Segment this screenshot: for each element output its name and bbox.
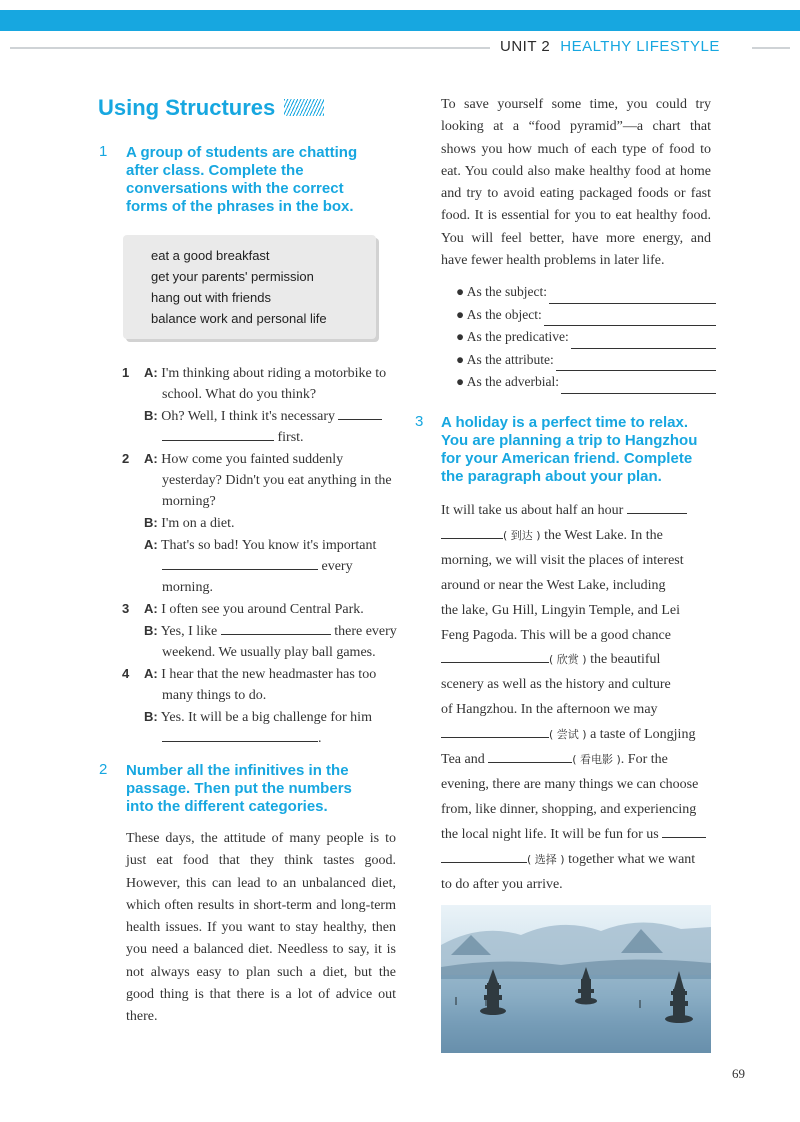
dialog-3-line (122, 620, 397, 642)
answer-blank[interactable] (549, 289, 716, 304)
instruction-line: passage. Then put the numbers (126, 780, 352, 797)
hangzhou-paragraph (441, 499, 713, 898)
answer-blank[interactable] (441, 724, 549, 738)
dialog-4-line (122, 685, 397, 706)
dialog-text: yesterday? Didn't you eat anything in the (162, 473, 392, 488)
speaker-label: A: (144, 365, 158, 380)
category-label: ● As the attribute: (456, 351, 554, 367)
para-text: of Hangzhou. In the afternoon we may (441, 702, 658, 718)
instruction-line: the paragraph about your plan. (441, 468, 662, 485)
dialog-1-line (122, 427, 397, 448)
dialog-number: 4 (122, 666, 130, 681)
para-text: Tea and (441, 752, 485, 768)
dialog-number: 3 (122, 601, 130, 616)
dialog-2-line (122, 577, 397, 598)
speaker-label: B: (144, 408, 158, 423)
para-text: around or near the West Lake, including (441, 577, 666, 593)
answer-blank[interactable] (441, 649, 549, 663)
chinese-hint: ( 欣赏 ) (549, 653, 587, 667)
para-text: the local night life. It will be fun for us (441, 826, 659, 842)
category-row (456, 326, 716, 349)
answer-blank[interactable] (544, 311, 716, 326)
dialog-text: Yes, I like (160, 624, 218, 639)
answer-blank[interactable] (441, 849, 527, 863)
para-line (441, 648, 713, 673)
title-hatch-decoration (284, 99, 324, 116)
answer-blank[interactable] (488, 749, 572, 763)
dialog-4-line (122, 728, 397, 749)
category-row (456, 371, 716, 394)
exercise-2-number: 2 (99, 761, 108, 778)
dialog-text: there every (334, 624, 397, 639)
instruction-line: A group of students are chatting (126, 144, 358, 161)
para-text: evening, there are many things we can choose (441, 776, 699, 792)
dialog-text: Yes. It will be a big challenge for him (160, 710, 372, 725)
speaker-label: A: (144, 537, 158, 552)
para-line (441, 499, 713, 524)
para-text: from, like dinner, shopping, and experiencing (441, 801, 697, 817)
dialog-1-line (122, 405, 397, 427)
category-label: ● As the adverbial: (456, 374, 560, 389)
dialog-1-line (122, 362, 397, 384)
instruction-line: into the different categories. (126, 798, 328, 815)
para-text: a taste of Longjing (590, 727, 696, 743)
para-line (441, 823, 713, 848)
dialog-text: . (318, 731, 322, 746)
para-text: It will take us about half an hour (441, 503, 624, 518)
unit-topic: HEALTHY LIFESTYLE (560, 38, 720, 55)
chinese-hint: ( 到达 ) (503, 528, 541, 542)
passage-paragraph-2: To save yourself some time, you could try looking at a “food pyramid”—a chart that shows you how much of each type of food to eat. You could also make healthy food at home and try to avoid eating packaged foods or fast food. It is essential for you to eat healthy food. You will feel better, have more energy, and have fewer health problems in later life. (441, 97, 711, 269)
dialog-3-line (122, 598, 397, 620)
exercise-1-number: 1 (99, 143, 108, 160)
dialog-text: first. (277, 430, 304, 445)
instruction-line: Number all the infinitives in the (126, 762, 349, 779)
para-line (441, 848, 713, 873)
instruction-line: after class. Complete the (126, 162, 304, 179)
answer-blank[interactable] (338, 406, 382, 420)
chinese-hint: ( 尝试 ) (549, 728, 587, 742)
section-title: Using Structures (98, 95, 276, 120)
instruction-line: for your American friend. Complete (441, 450, 693, 467)
phrase-item: eat a good breakfast (151, 248, 270, 263)
para-text: to do after you arrive. (441, 876, 563, 892)
dialog-text: every (321, 559, 353, 574)
answer-blank[interactable] (571, 334, 716, 349)
speaker-label: B: (144, 709, 158, 724)
dialog-text: I often see you around Central Park. (161, 602, 364, 617)
phrase-item: get your parents' permission (151, 269, 314, 284)
passage-paragraph-1: These days, the attitude of many people is to just eat food that they think tastes good. However, this can lead to an unbalanced diet, which often results in short-term and long-term health issues. If you want to stay healthy, then you need a balanced diet. Needless to say, it is not always easy to plan such a diet, but the good thing is that there is a lot of advice out there. (126, 831, 396, 1025)
answer-blank[interactable] (441, 525, 503, 539)
unit-label: UNIT 2 (500, 38, 551, 55)
para-text: scenery as well as the history and culture (441, 677, 671, 693)
header-rule-right (752, 47, 790, 49)
answer-blank[interactable] (627, 500, 687, 514)
phrase-item: balance work and personal life (151, 311, 327, 326)
category-row (456, 304, 716, 327)
dialog-2-line (122, 491, 397, 512)
para-line (441, 524, 713, 549)
para-text: the beautiful (590, 652, 661, 668)
dialog-text: morning. (162, 580, 213, 595)
para-text: the lake, Gu Hill, Lingyin Temple, and Lei (441, 602, 681, 618)
dialog-number: 1 (122, 365, 130, 380)
category-label: ● As the subject: (456, 284, 548, 299)
dialog-1-line (122, 384, 397, 405)
para-text: together what we want (568, 851, 696, 867)
para-text: Feng Pagoda. This will be a good chance (441, 627, 671, 643)
page-number: 69 (732, 1066, 745, 1081)
speaker-label: A: (144, 666, 158, 681)
west-lake-photo (441, 905, 711, 1053)
dialog-text: That's so bad! You know it's important (160, 538, 377, 553)
header-rule-left (10, 47, 490, 49)
dialog-text: How come you fainted suddenly (161, 452, 344, 467)
para-text: morning, we will visit the places of interest (441, 552, 684, 568)
top-color-bar (0, 10, 800, 31)
answer-blank[interactable] (162, 556, 318, 570)
answer-blank[interactable] (556, 356, 716, 371)
phrase-item: hang out with friends (151, 290, 271, 305)
dialog-text: Oh? Well, I think it's necessary (161, 409, 335, 424)
instruction-line: You are planning a trip to Hangzhou (441, 432, 698, 449)
category-row (456, 281, 716, 304)
chinese-hint: ( 选择 ) (527, 852, 565, 866)
answer-blank[interactable] (561, 379, 716, 394)
conversations (122, 362, 397, 749)
dialog-text: school. What do you think? (162, 387, 317, 402)
speaker-label: A: (144, 601, 158, 616)
west-lake-illustration (441, 905, 711, 1053)
phrase-box (123, 235, 376, 339)
chinese-hint: ( 看电影 ) (572, 753, 621, 767)
dialog-text: many things to do. (162, 688, 267, 703)
exercise-1-instruction (126, 144, 357, 216)
category-label: ● As the object: (456, 306, 542, 322)
answer-blank[interactable] (162, 728, 318, 742)
para-line (441, 748, 713, 773)
dialog-text: I hear that the new headmaster has too (161, 667, 377, 682)
unit-header (500, 38, 720, 55)
dialog-2-line (122, 448, 397, 470)
answer-blank[interactable] (221, 621, 331, 635)
dialog-2-line (122, 470, 397, 491)
category-label: ● As the predicative: (456, 329, 569, 344)
instruction-line: conversations with the correct (126, 180, 344, 197)
para-line (441, 723, 713, 748)
dialog-text: morning? (162, 494, 216, 509)
exercise-2-instruction (126, 762, 352, 816)
dialog-2-line (122, 512, 397, 534)
dialog-4-line (122, 706, 397, 728)
dialog-3-line (122, 642, 397, 663)
speaker-label: A: (144, 451, 158, 466)
instruction-line: A holiday is a perfect time to relax. (441, 414, 689, 431)
exercise-3-instruction (441, 414, 697, 486)
speaker-label: B: (144, 623, 158, 638)
dialog-2-line (122, 534, 397, 556)
dialog-text: I'm thinking about riding a motorbike to (161, 366, 387, 381)
para-text: . For the (620, 752, 668, 768)
answer-blank[interactable] (662, 824, 706, 838)
instruction-line: forms of the phrases in the box. (126, 198, 354, 215)
dialog-number: 2 (122, 451, 130, 466)
speaker-label: B: (144, 515, 158, 530)
dialog-text: I'm on a diet. (161, 516, 235, 531)
category-list (456, 281, 716, 394)
exercise-3-number: 3 (415, 413, 424, 430)
dialog-2-line (122, 556, 397, 577)
dialog-4-line (122, 663, 397, 685)
answer-blank[interactable] (162, 427, 274, 441)
category-row (456, 349, 716, 372)
dialog-text: weekend. We usually play ball games. (162, 645, 376, 660)
para-text: the West Lake. In the (544, 527, 663, 543)
